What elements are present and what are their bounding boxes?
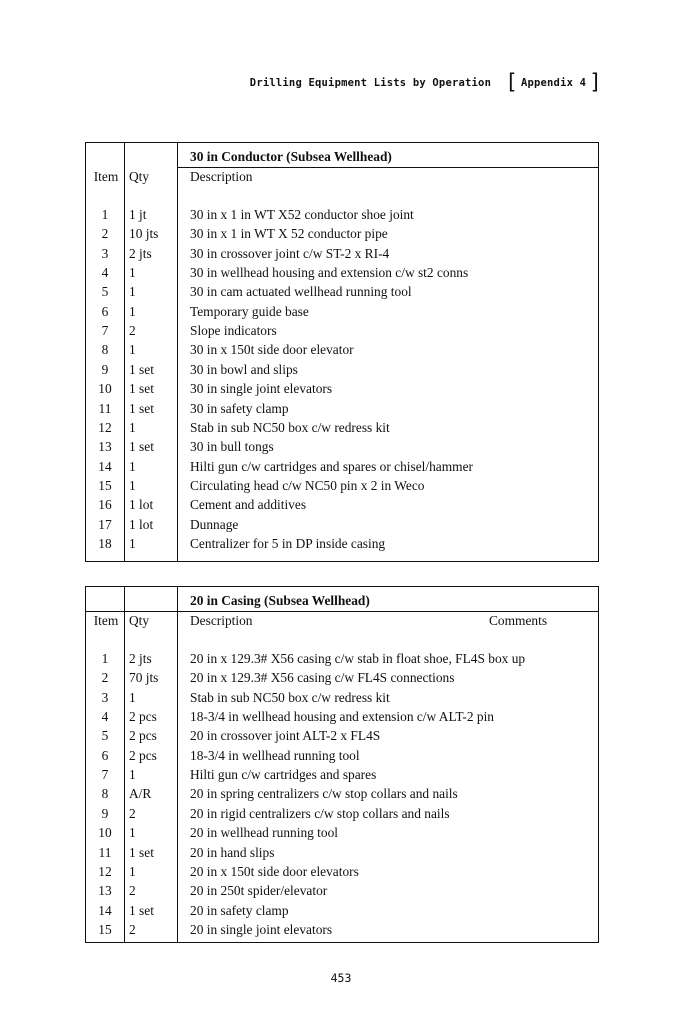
table-row bbox=[86, 765, 598, 784]
row-description: 18-3/4 in wellhead housing and extension c/w ALT-2 pin bbox=[190, 709, 494, 725]
row-item-number: 4 bbox=[101, 709, 109, 725]
table-row bbox=[86, 920, 598, 939]
row-description: 20 in 250t spider/elevator bbox=[190, 883, 328, 899]
row-qty: 2 pcs bbox=[129, 747, 157, 763]
column-header-item: Item bbox=[93, 169, 119, 184]
table-row bbox=[86, 823, 598, 842]
table-row bbox=[86, 457, 598, 476]
row-item-number: 15 bbox=[98, 477, 112, 493]
table-row bbox=[86, 649, 598, 668]
table-row bbox=[86, 668, 598, 687]
row-qty: 1 bbox=[129, 342, 136, 358]
table-row bbox=[86, 901, 598, 920]
column-header-item: Item bbox=[93, 613, 119, 628]
row-description: Circulating head c/w NC50 pin x 2 in Weco bbox=[190, 477, 425, 493]
row-description: 30 in bowl and slips bbox=[190, 361, 298, 377]
table-row bbox=[86, 282, 598, 301]
row-qty: 2 bbox=[129, 921, 136, 937]
row-item-number: 10 bbox=[98, 825, 112, 841]
row-item-number: 9 bbox=[101, 361, 109, 377]
row-item-number: 1 bbox=[101, 651, 109, 666]
row-qty: 1 bbox=[129, 477, 136, 493]
row-item-number: 1 bbox=[101, 207, 109, 222]
table-row bbox=[86, 784, 598, 803]
row-description: 18-3/4 in wellhead running tool bbox=[190, 747, 360, 763]
row-item-number: 13 bbox=[98, 883, 112, 899]
row-description: 30 in single joint elevators bbox=[190, 381, 333, 397]
table-row bbox=[86, 804, 598, 823]
row-item-number: 14 bbox=[98, 902, 112, 918]
column-header-description: Description bbox=[190, 613, 253, 628]
table-row bbox=[86, 476, 598, 495]
row-item-number: 12 bbox=[98, 419, 112, 435]
table-row bbox=[86, 244, 598, 263]
row-qty: 1 set bbox=[129, 361, 154, 377]
table-row bbox=[86, 224, 598, 243]
row-description: 20 in wellhead running tool bbox=[190, 825, 339, 841]
row-item-number: 8 bbox=[101, 342, 109, 358]
row-item-number: 13 bbox=[98, 439, 112, 455]
row-qty: 2 bbox=[129, 323, 136, 339]
casing-equipment-table bbox=[85, 586, 599, 943]
row-qty: 1 bbox=[129, 458, 136, 474]
row-qty: 10 jts bbox=[129, 226, 159, 242]
running-head-close-bracket: ] bbox=[589, 70, 602, 94]
row-qty: 1 bbox=[129, 265, 136, 281]
row-qty: 1 bbox=[129, 863, 136, 879]
table-row bbox=[86, 399, 598, 418]
row-description: 20 in single joint elevators bbox=[190, 921, 333, 937]
running-head-title: Drilling Equipment Lists by Operation bbox=[249, 76, 492, 89]
row-item-number: 4 bbox=[101, 265, 109, 281]
column-header-qty: Qty bbox=[129, 613, 150, 628]
row-description: 30 in bull tongs bbox=[190, 439, 274, 455]
table-row bbox=[86, 726, 598, 745]
row-qty: 1 set bbox=[129, 902, 154, 918]
table-row bbox=[86, 418, 598, 437]
row-item-number: 5 bbox=[101, 728, 109, 744]
row-qty: 1 set bbox=[129, 400, 154, 416]
row-qty: 1 bbox=[129, 535, 136, 551]
row-description: Cement and additives bbox=[190, 497, 307, 513]
row-item-number: 3 bbox=[101, 689, 109, 705]
table-row bbox=[86, 437, 598, 456]
row-description: 20 in spring centralizers c/w stop collars and nails bbox=[190, 786, 458, 802]
row-item-number: 6 bbox=[101, 303, 109, 319]
table-row bbox=[86, 843, 598, 862]
page-number: 453 bbox=[330, 971, 352, 985]
row-description: 20 in rigid centralizers c/w stop collars and nails bbox=[190, 805, 450, 821]
row-qty: 2 jts bbox=[129, 651, 152, 666]
row-description: Slope indicators bbox=[190, 323, 277, 339]
conductor-equipment-table bbox=[85, 142, 599, 562]
row-qty: 1 bbox=[129, 689, 136, 705]
column-header-qty: Qty bbox=[129, 169, 150, 184]
row-item-number: 18 bbox=[98, 535, 112, 551]
row-description: Temporary guide base bbox=[190, 303, 309, 319]
row-qty: 1 set bbox=[129, 844, 154, 860]
table-row bbox=[86, 205, 598, 224]
row-qty: 1 lot bbox=[129, 516, 154, 532]
row-description: Centralizer for 5 in DP inside casing bbox=[190, 535, 386, 551]
row-qty: 1 set bbox=[129, 381, 154, 397]
row-item-number: 8 bbox=[101, 786, 109, 802]
row-item-number: 2 bbox=[101, 670, 109, 686]
row-qty: 1 set bbox=[129, 439, 154, 455]
row-item-number: 11 bbox=[98, 844, 112, 860]
table-title: 20 in Casing (Subsea Wellhead) bbox=[190, 593, 370, 608]
table-row bbox=[86, 688, 598, 707]
row-description: Stab in sub NC50 box c/w redress kit bbox=[190, 419, 390, 435]
row-description: 20 in crossover joint ALT-2 x FL4S bbox=[190, 728, 381, 744]
row-qty: A/R bbox=[129, 786, 152, 802]
row-description: 30 in safety clamp bbox=[190, 400, 289, 416]
running-head-open-bracket: [ bbox=[505, 70, 518, 94]
running-head-appendix: Appendix 4 bbox=[520, 76, 587, 89]
row-qty: 1 bbox=[129, 767, 136, 783]
row-description: 20 in x 129.3# X56 casing c/w stab in float shoe, FL4S box up bbox=[190, 651, 526, 666]
row-description: 30 in wellhead housing and extension c/w st2 conns bbox=[190, 265, 469, 281]
row-item-number: 12 bbox=[98, 863, 112, 879]
row-item-number: 11 bbox=[98, 400, 112, 416]
table-row bbox=[86, 495, 598, 514]
row-description: 20 in safety clamp bbox=[190, 902, 289, 918]
table-row bbox=[86, 534, 598, 553]
row-item-number: 7 bbox=[101, 767, 109, 783]
row-item-number: 2 bbox=[101, 226, 109, 242]
table-row bbox=[86, 862, 598, 881]
row-qty: 2 pcs bbox=[129, 709, 157, 725]
row-item-number: 14 bbox=[98, 458, 112, 474]
row-description: Stab in sub NC50 box c/w redress kit bbox=[190, 689, 390, 705]
row-description: Hilti gun c/w cartridges and spares bbox=[190, 767, 377, 783]
row-description: 30 in x 1 in WT X52 conductor shoe joint bbox=[190, 207, 414, 222]
table-title: 30 in Conductor (Subsea Wellhead) bbox=[190, 149, 392, 164]
table-row bbox=[86, 881, 598, 900]
table-row bbox=[86, 321, 598, 340]
row-qty: 2 bbox=[129, 805, 136, 821]
row-item-number: 10 bbox=[98, 381, 112, 397]
column-header-comments: Comments bbox=[489, 613, 548, 628]
row-item-number: 7 bbox=[101, 323, 109, 339]
row-qty: 1 jt bbox=[129, 207, 147, 222]
row-item-number: 17 bbox=[98, 516, 112, 532]
row-qty: 1 lot bbox=[129, 497, 154, 513]
table-row bbox=[86, 379, 598, 398]
row-item-number: 9 bbox=[101, 805, 109, 821]
table-row bbox=[86, 302, 598, 321]
row-qty: 2 bbox=[129, 883, 136, 899]
table-row bbox=[86, 515, 598, 534]
row-qty: 1 bbox=[129, 284, 136, 300]
table-row bbox=[86, 360, 598, 379]
row-qty: 2 jts bbox=[129, 245, 152, 261]
row-description: 20 in x 150t side door elevators bbox=[190, 863, 359, 879]
row-qty: 2 pcs bbox=[129, 728, 157, 744]
table-row bbox=[86, 263, 598, 282]
row-description: 30 in x 1 in WT X 52 conductor pipe bbox=[190, 226, 388, 242]
row-description: 30 in x 150t side door elevator bbox=[190, 342, 354, 358]
table-row bbox=[86, 707, 598, 726]
row-qty: 1 bbox=[129, 303, 136, 319]
row-description: 30 in crossover joint c/w ST-2 x RI-4 bbox=[190, 245, 390, 261]
row-item-number: 6 bbox=[101, 747, 109, 763]
row-description: 20 in hand slips bbox=[190, 844, 275, 860]
row-qty: 1 bbox=[129, 825, 136, 841]
row-item-number: 15 bbox=[98, 921, 112, 937]
table-row bbox=[86, 746, 598, 765]
row-description: Hilti gun c/w cartridges and spares or chisel/hammer bbox=[190, 458, 473, 474]
row-description: 30 in cam actuated wellhead running tool bbox=[190, 284, 412, 300]
row-item-number: 16 bbox=[98, 497, 112, 513]
row-description: 20 in x 129.3# X56 casing c/w FL4S connections bbox=[190, 670, 455, 686]
running-head bbox=[250, 72, 602, 93]
row-item-number: 5 bbox=[101, 284, 109, 300]
row-qty: 70 jts bbox=[129, 670, 159, 686]
table-row bbox=[86, 340, 598, 359]
row-qty: 1 bbox=[129, 419, 136, 435]
row-description: Dunnage bbox=[190, 516, 239, 532]
row-item-number: 3 bbox=[101, 245, 109, 261]
column-header-description: Description bbox=[190, 169, 253, 184]
